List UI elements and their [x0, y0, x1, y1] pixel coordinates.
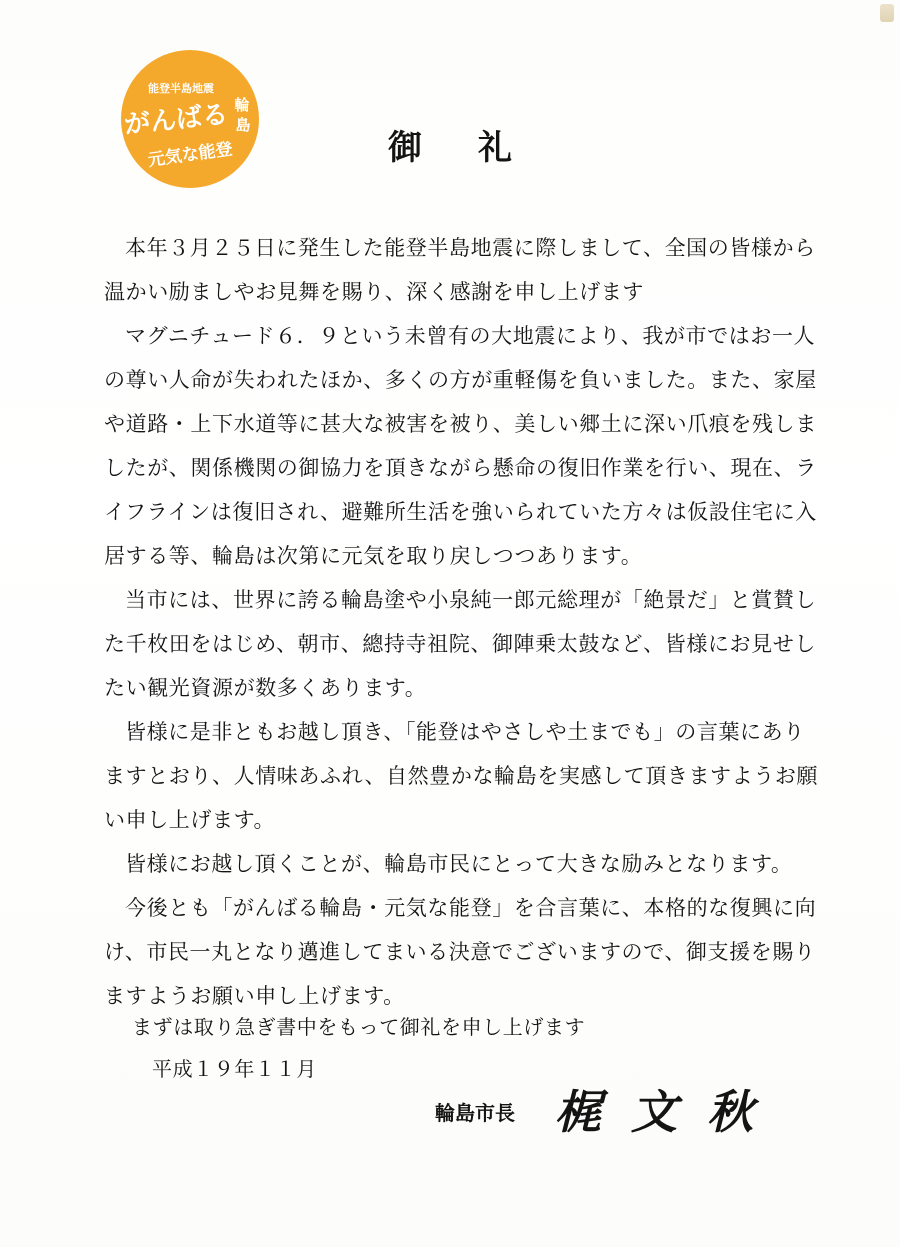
body-line: 皆様に是非ともお越し頂き、「能登はやさしや土までも」の言葉にあり: [125, 720, 805, 744]
body-line: ますようお願い申し上げます。: [104, 984, 405, 1008]
closing-line: まずは取り急ぎ書中をもって御礼を申し上げます: [132, 1015, 586, 1039]
body-line: たい観光資源が数多くあります。: [104, 676, 427, 700]
body-line: 本年３月２５日に発生した能登半島地震に際しまして、全国の皆様から: [125, 236, 816, 260]
body-line: 居する等、輪島は次第に元気を取り戻しつつあります。: [104, 544, 643, 568]
body-line: や道路・上下水道等に甚大な被害を被り、美しい郷土に深い爪痕を残しま: [104, 412, 817, 436]
logo-side-text: 島: [235, 117, 251, 134]
body-line: したが、関係機関の御協力を頂きながら懸命の復旧作業を行い、現在、ラ: [104, 456, 817, 480]
body-line: イフラインは復旧され、避難所生活を強いられていた方々は仮設住宅に入: [104, 500, 817, 524]
body-line: 今後とも「がんばる輪島・元気な能登」を合言葉に、本格的な復興に向: [125, 896, 817, 920]
body-line: け、市民一丸となり邁進してまいる決意でございますので、御支援を賜り: [104, 940, 816, 964]
body-line: ますとおり、人情味あふれ、自然豊かな輪島を実感して頂きますようお願: [104, 764, 819, 788]
body-line: 温かい励ましやお見舞を賜り、深く感謝を申し上げます: [104, 280, 644, 304]
body-line: 皆様にお越し頂くことが、輪島市民にとって大きな励みとなります。: [125, 852, 793, 876]
body-line: た千枚田をはじめ、朝市、總持寺祖院、御陣乗太鼓など、皆様にお見せし: [104, 632, 816, 656]
letter-body: [104, 226, 819, 1018]
signature-name: 梶文秋: [555, 1085, 783, 1139]
logo-main-text: がんばる: [122, 98, 230, 140]
logo-bottom-text: 元気な能登: [146, 139, 234, 170]
body-line: い申し上げます。: [104, 808, 276, 832]
body-line: 当市には、世界に誇る輪島塗や小泉純一郎元総理が「絶景だ」と賞賛し: [125, 588, 817, 612]
signature-title: 輪島市長: [435, 1101, 515, 1125]
letter-date: 平成１９年１１月: [152, 1057, 317, 1081]
body-line: マグニチュード６．９という未曾有の大地震により、我が市ではお一人: [125, 324, 816, 348]
pin-tab: [880, 4, 894, 22]
letter-title: 御礼: [388, 128, 568, 168]
logo-side-text: 輪: [234, 97, 250, 114]
logo-top-text: 能登半島地震: [148, 83, 214, 95]
body-line: の尊い人命が失われたほか、多くの方が重軽傷を負いました。また、家屋: [104, 368, 817, 392]
